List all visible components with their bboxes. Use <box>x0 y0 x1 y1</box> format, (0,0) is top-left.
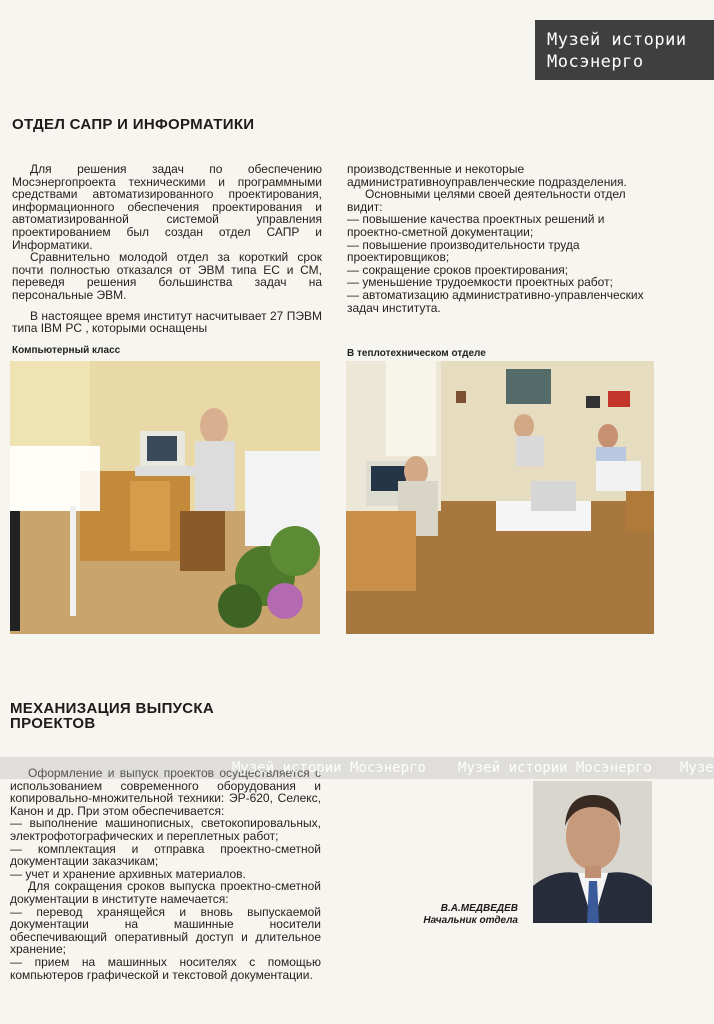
paragraph: В настоящее время институт насчитывает 27 ПЭВМ типа IBM PC , которыми оснащены <box>12 308 322 336</box>
list-item: — перевод хранящейся и вновь выпускаемой документации на машинные носители обеспечивающий оперативный доступ и длительное хранение; <box>10 904 321 957</box>
watermark-text: Музей истории Мосэнерго <box>458 760 652 776</box>
paragraph: Оформление и выпуск проектов осуществляется с использованием современного оборудования и копировально-множительной техники: ЭР-620, Селекс, Канон и др. При этом обеспечивается: <box>10 766 321 818</box>
section1-column-left <box>12 163 322 335</box>
list-item: — прием на машинных носителях с помощью компьютеров графической и текстовой документации. <box>10 954 321 982</box>
section-title-sapr: ОТДЕЛ САПР И ИНФОРМАТИКИ <box>12 116 255 133</box>
watermark-text: Музе <box>680 760 714 776</box>
museum-logo <box>535 20 714 80</box>
portrait-name: В.А.МЕДВЕДЕВ <box>440 903 518 914</box>
list-item: — выполнение машинописных, светокопировальных, электрофотографических и переплетных работ; <box>10 816 321 843</box>
list-item: — автоматизацию административно-управленческих задач института. <box>347 287 644 315</box>
portrait-caption <box>398 903 518 927</box>
list-item: — сокращение сроков проектирования; <box>347 262 569 277</box>
paragraph: Для решения задач по обеспечению Мосэнергопроекта техническими и программными средствами автоматизированного проектирования, информационного обеспечения проектирования и автоматизированной системой управления проектированием был создан отдел САПР и Информатики. <box>12 162 322 252</box>
watermark-band <box>0 757 714 779</box>
list-item: — комплектация и отправка проектно-сметной документации заказчикам; <box>10 841 321 869</box>
section2-body <box>10 767 321 981</box>
photo-heat-engineering-dept <box>346 361 654 634</box>
list-item: — учет и хранение архивных материалов. <box>10 866 246 881</box>
watermark-text: Музей истории Мосэнерго <box>232 760 426 776</box>
paragraph: Сравнительно молодой отдел за короткий срок почти полностью отказался от ЭВМ типа ЕС и СМ, переведя решения большинства задач на персональные ЭВМ. <box>12 250 322 302</box>
paragraph: производственные и некоторые административноуправленческие подразделения. <box>347 162 627 189</box>
section-title-line-2: ПРОЕКТОВ <box>10 715 96 732</box>
list-item: — повышение качества проектных решений и проектно-сметной документации; <box>347 212 605 239</box>
section1-column-right <box>347 163 659 314</box>
paragraph: Основными целями своей деятельности отдел видит: <box>347 187 626 214</box>
photo-caption-heat-dept: В теплотехническом отделе <box>347 348 486 359</box>
logo-line-2: Мосэнерго <box>547 52 644 72</box>
section-title-line-1: МЕХАНИЗАЦИЯ ВЫПУСКА <box>10 700 215 717</box>
photo-caption-computer-class: Компьютерный класс <box>12 345 121 356</box>
photo-computer-class <box>10 361 320 634</box>
section-title-mechanization <box>10 701 214 731</box>
portrait-photo <box>533 781 652 923</box>
paragraph: Для сокращения сроков выпуска проектно-сметной документации в институте намечается: <box>10 879 321 906</box>
portrait-role: Начальник отдела <box>423 915 518 926</box>
list-item: — уменьшение трудоемкости проектных работ; <box>347 275 613 290</box>
list-item: — повышение производительности труда проектировщиков; <box>347 237 580 265</box>
logo-line-1: Музей истории <box>547 30 687 50</box>
